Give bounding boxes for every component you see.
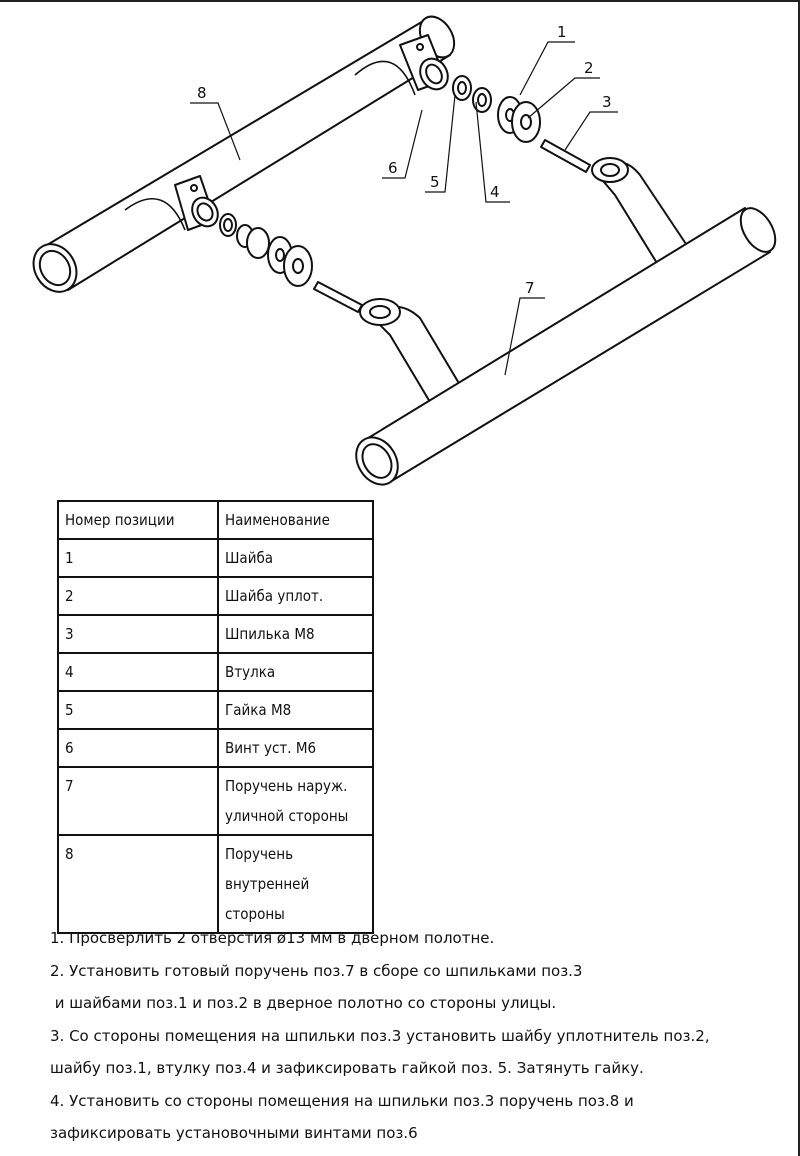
position-label-5: 5 <box>430 173 440 191</box>
position-label-7: 7 <box>525 279 535 297</box>
row-name <box>218 653 373 691</box>
position-label-1: 1 <box>557 23 567 41</box>
handrail-8 <box>25 10 461 299</box>
row-number: 8 <box>58 835 218 933</box>
assembly-notes <box>50 922 780 1150</box>
row-name-line: стороны <box>225 905 285 923</box>
assembly-drawing <box>0 0 800 495</box>
row-name <box>218 767 373 835</box>
note-line: 4. Установить со стороны помещения на шпильки поз.3 поручень поз.8 и <box>50 1091 634 1110</box>
row-name <box>218 577 373 615</box>
row-name <box>218 539 373 577</box>
table-row <box>58 767 373 835</box>
row-name-line: внутренней <box>225 875 310 893</box>
table-row <box>58 835 373 933</box>
row-name-line: Гайка М8 <box>225 701 292 719</box>
row-number: 5 <box>58 691 218 729</box>
row-name-line: Шпилька М8 <box>225 625 315 643</box>
header-position-number: Номер позиции <box>58 501 218 539</box>
row-name-line: Шайба уплот. <box>225 587 324 605</box>
row-number: 4 <box>58 653 218 691</box>
row-number: 3 <box>58 615 218 653</box>
position-label-6: 6 <box>388 159 398 177</box>
note-line: шайбу поз.1, втулку поз.4 и зафиксировать гайкой поз. 5. Затянуть гайку. <box>50 1059 644 1077</box>
row-name-line: Втулка <box>225 663 276 681</box>
note-line: 1. Просверлить 2 отверстия ø13 мм в дверном полотне. <box>50 929 495 947</box>
table-row <box>58 653 373 691</box>
row-number: 7 <box>58 767 218 835</box>
note-line: и шайбами поз.1 и поз.2 в дверное полотно со стороны улицы. <box>50 994 557 1012</box>
table-row <box>58 577 373 615</box>
row-name-line: уличной стороны <box>225 807 349 825</box>
exploded-parts-upper <box>453 76 590 172</box>
row-name-line: Шайба <box>225 549 274 567</box>
row-number: 6 <box>58 729 218 767</box>
table-row <box>58 729 373 767</box>
table-row <box>58 615 373 653</box>
position-label-8: 8 <box>197 84 207 102</box>
row-name <box>218 691 373 729</box>
position-label-3: 3 <box>602 93 612 111</box>
row-name <box>218 615 373 653</box>
note-line: 2. Установить готовый поручень поз.7 в сборе со шпильками поз.3 <box>50 961 583 980</box>
note-line: зафиксировать установочными винтами поз.6 <box>50 1124 418 1142</box>
position-label-2: 2 <box>584 59 594 77</box>
table-row <box>58 691 373 729</box>
row-name <box>218 835 373 933</box>
handrail-7 <box>348 158 783 492</box>
position-label-4: 4 <box>490 183 500 201</box>
note-line: 3. Со стороны помещения на шпильки поз.3 установить шайбу уплотнитель поз.2, <box>50 1026 710 1045</box>
parts-table <box>57 500 374 934</box>
header-name: Наименование <box>218 501 373 539</box>
row-number: 2 <box>58 577 218 615</box>
row-number: 1 <box>58 539 218 577</box>
exploded-parts-lower <box>220 214 362 312</box>
row-name <box>218 729 373 767</box>
row-name-line: Поручень <box>225 845 294 863</box>
table-header-row <box>58 501 373 539</box>
row-name-line: Винт уст. М6 <box>225 739 317 757</box>
table-row <box>58 539 373 577</box>
row-name-line: Поручень наруж. <box>225 777 348 795</box>
